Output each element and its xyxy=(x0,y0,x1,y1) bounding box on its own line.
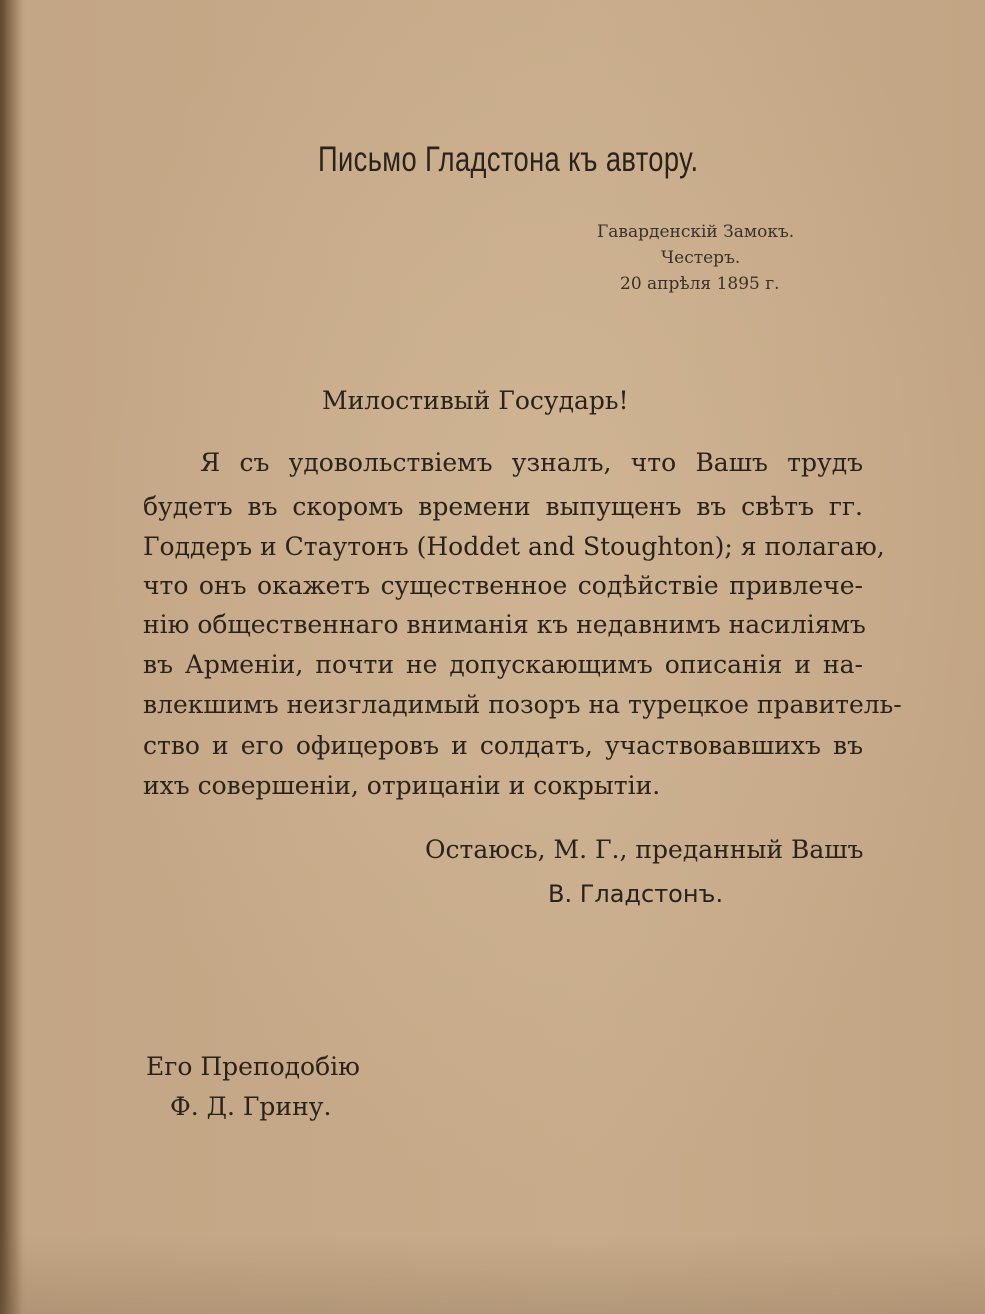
body-line: нію общественнаго вниманія къ недавнимъ насиліямъ xyxy=(143,610,866,639)
body-line: Я съ удовольствіемъ узналъ, что Вашъ трудъ xyxy=(200,448,863,477)
addressee-title: Его Преподобію xyxy=(146,1052,360,1081)
addressee-name: Ф. Д. Грину. xyxy=(170,1092,332,1121)
body-line: что онъ окажетъ существенное содѣйствіе привлече- xyxy=(143,571,863,600)
signature: В. Гладстонъ. xyxy=(548,880,724,908)
page-bottom-shade xyxy=(0,1234,985,1314)
place-line-2: Честеръ. xyxy=(661,248,741,268)
body-line: ство и его офицеровъ и солдатъ, участвовавшихъ въ xyxy=(143,731,863,760)
place-line-1: Гаварденскій Замокъ. xyxy=(597,222,795,242)
body-line: ихъ совершеніи, отрицаніи и сокрытіи. xyxy=(143,771,661,800)
salutation: Милостивый Государь! xyxy=(322,386,629,415)
body-line: влекшимъ неизгладимый позоръ на турецкое правитель- xyxy=(143,690,902,719)
body-line: будетъ въ скоромъ времени выпущенъ въ свѣтъ гг. xyxy=(143,492,863,521)
closing-line: Остаюсь, М. Г., преданный Вашъ xyxy=(425,835,864,864)
spine-shadow xyxy=(0,0,22,1314)
letter-title: Письмо Гладстона къ автору. xyxy=(318,140,699,179)
body-line: Годдеръ и Стаутонъ (Hoddet and Stoughton); я полагаю, xyxy=(143,532,885,561)
body-line: въ Арменіи, почти не допускающимъ описанія и на- xyxy=(143,650,863,679)
letter-date: 20 апрѣля 1895 г. xyxy=(620,274,780,294)
